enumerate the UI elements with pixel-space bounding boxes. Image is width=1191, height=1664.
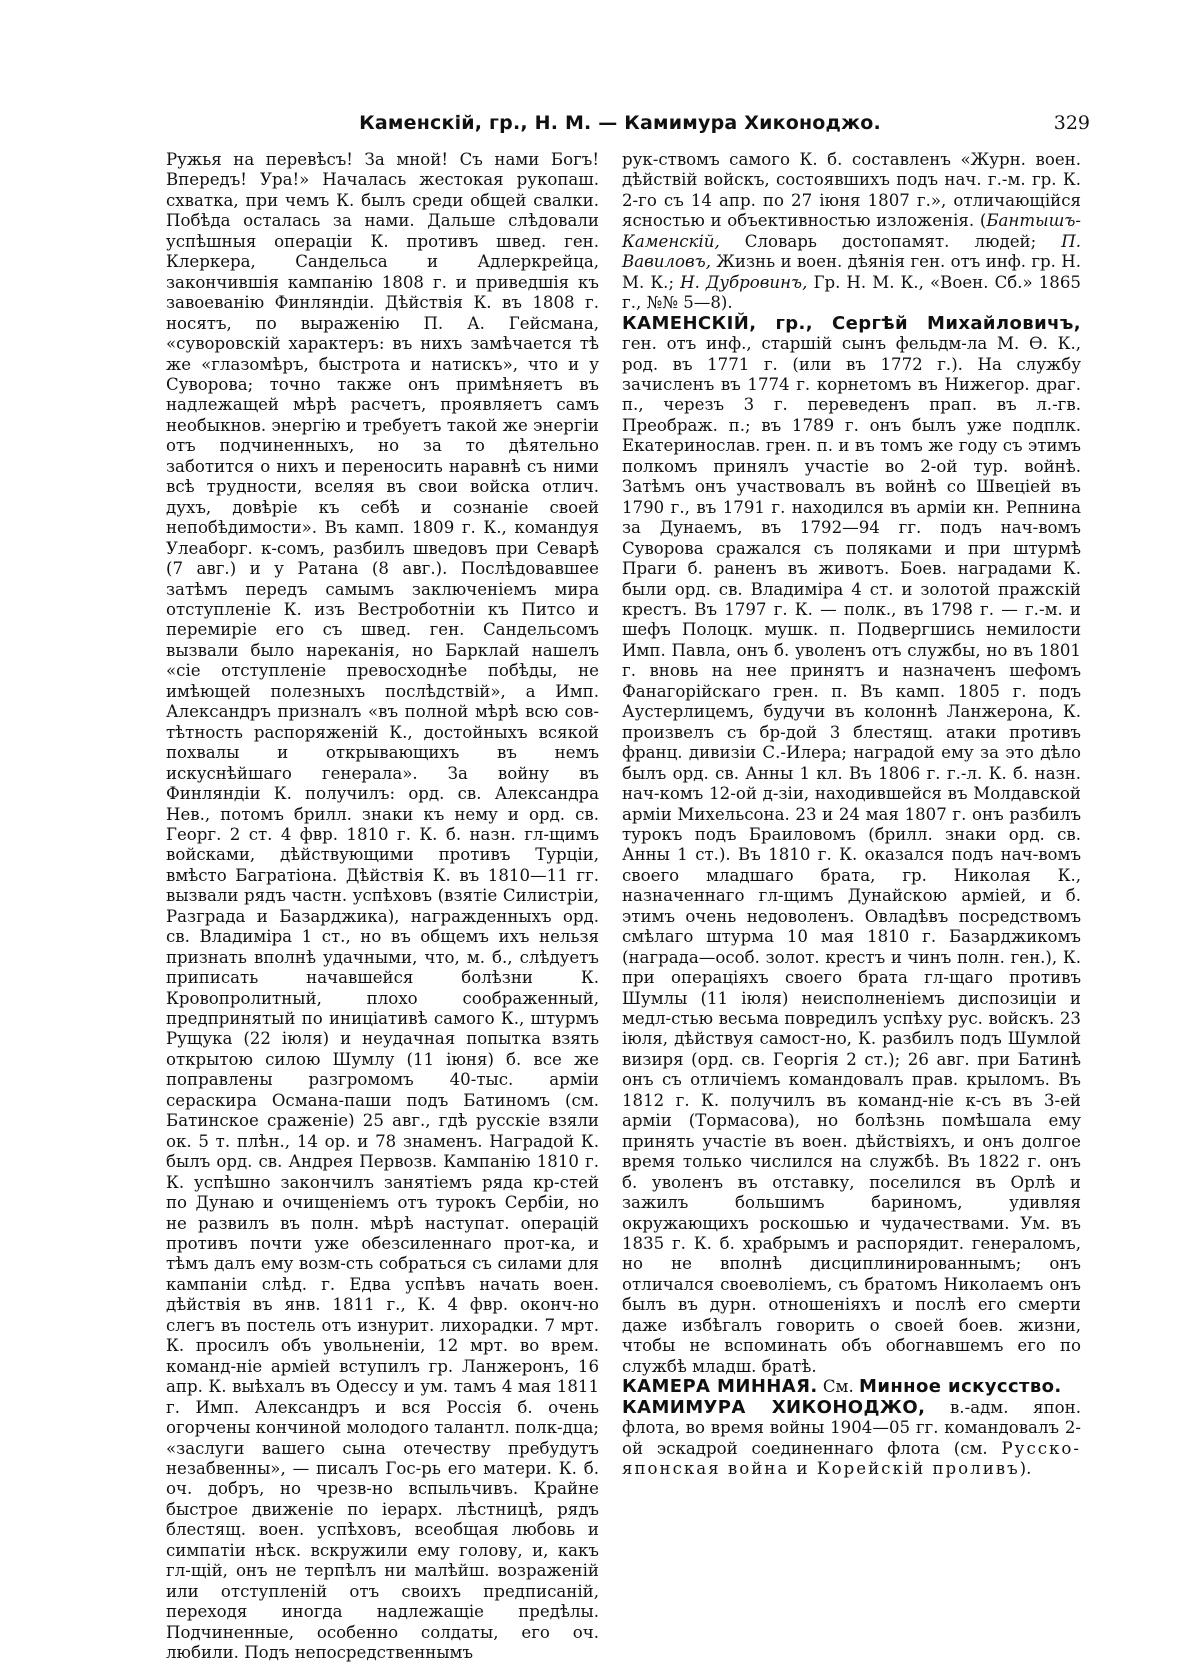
- left-column: [166, 150, 599, 1664]
- article-text-conclusion: [622, 150, 1081, 314]
- ref-text-2: Жизнь и воен. дѣянія ген. отъ инф. гр. Н. М. К.;: [622, 252, 1081, 292]
- entry-headword: КАМЕНСКІЙ, гр., Сергѣй Михайловичъ,: [622, 312, 1081, 334]
- entry-kamera: [622, 1377, 1081, 1397]
- ref-text-3: Гр. Н. М. К., «Воен. Сб.» 1865 г., №№ 5—8).: [622, 272, 1081, 313]
- cross-reference: Русско-японская война и Корейскій проливъ: [622, 1438, 1081, 1478]
- running-head: Каменскій, гр., Н. М. — Камимура Хиконоджо.: [359, 112, 881, 134]
- entry-sergei: [622, 314, 1081, 1378]
- ref-author-3: Н. Дубровинъ,: [680, 272, 808, 292]
- see-label: См.: [817, 1377, 860, 1397]
- refs-open: (: [979, 211, 987, 231]
- entry-headword: КАМИМУРА ХИКОНОДЖО,: [622, 1396, 926, 1418]
- continuation-text: рук-ствомъ самого К. б. составленъ «Журн. воен. дѣйствій войскъ, состоявшихъ подъ нач. г.-м. гр. К. 2-го съ 14 апр. по 27 іюня 1807 г.», отличающійся ясностью и объективностью изложенія.: [622, 150, 1081, 231]
- entry-body: ген. отъ инф., старшій сынъ фельдм-ла М. Ѳ. К., род. въ 1771 г. (или въ 1772 г.). На службу зачисленъ въ 1774 г. корнетомъ въ Нижегор. драг. п., черезъ 3 г. переведенъ прап. въ л.-гв. Преображ. п.; въ 1789 г. онъ былъ уже подплк. Екатеринослав. грен. п. и въ томъ же году съ этимъ полкомъ принялъ участіе во 2-ой тур. войнѣ. Затѣмъ онъ участвовалъ въ войнѣ со Швеціей въ 1790 г., въ 1791 г. находился въ арміи кн. Репнина за Дунаемъ, въ 1792—94 гг. подъ нач-вомъ Суворова сражался съ поляками и при штурмѣ Праги б. раненъ въ животъ. Боев. наградами К. были орд. св. Владиміра 4 ст. и золотой пражскій крестъ. Въ 1797 г. К. — полк., въ 1798 г. — г.-м. и шефъ Полоцк. мушк. п. Подвергшись немилости Имп. Павла, онъ б. уволенъ отъ службы, но въ 1801 г. вновь на нее принятъ и назначенъ шефомъ Фанагорійскаго грен. п. Въ камп. 1805 г. подъ Аустерлицемъ, будучи въ колоннѣ Ланжерона, К. произвелъ съ бр-дой 3 блестящ. атаки противъ франц. дивизіи С.-Илера; наградой ему за это дѣло былъ орд. св. Анны 1 кл. Въ 1806 г. г.-л. К. б. назн. нач-комъ 12-ой д-зіи, находившейся въ Молдавской арміи Михельсона. 23 и 24 мая 1807 г. онъ разбилъ турокъ подъ Браиловомъ (брилл. знаки орд. св. Анны 1 ст.). Въ 1810 г. К. оказался подъ нач-вомъ своего младшаго брата, гр. Николая К., назначеннаго гл-щимъ Дунайскою арміей, и б. этимъ очень недоволенъ. Овладѣвъ посредствомъ смѣлаго штурма 10 мая 1810 г. Базарджикомъ (награда—особ. золот. крестъ и чинъ полн. ген.), К. при операціяхъ своего брата гл-щаго противъ Шумлы (11 іюля) неисполненіемъ диспозиціи и медл-стью весьма повредилъ успѣху рус. войскъ. 23 іюля, дѣйствуя самост-но, К. разбилъ подъ Шумлой визиря (орд. св. Георгія 2 ст.); 26 авг. при Батинѣ онъ съ отличіемъ командовалъ прав. крыломъ. Въ 1812 г. К. получилъ въ команд-ніе к-съ въ 3-ей арміи (Тормасова), но болѣзнь помѣшала ему принять участіе въ воен. дѣйствіяхъ, и онъ долгое время только числился на службѣ. Въ 1822 г. онъ б. уволенъ въ отставку, поселился въ Орлѣ и зажилъ большимъ бариномъ, удивляя окружающихъ роскошью и чудачествами. Ум. въ 1835 г. К. б. храбрымъ и распорядит. генераломъ, но не вполнѣ дисциплинированнымъ; онъ отличался своеволіемъ, съ братомъ Николаемъ онъ былъ въ дурн. отношеніяхъ и послѣ его смерти даже избѣгалъ говорить о своей боев. жизни, чтобы не вспоминать объ обогнавшемъ его по службѣ младш. братѣ.: [622, 334, 1081, 1376]
- ref-author-1: Бантышъ-Каменскій,: [622, 211, 1081, 251]
- cross-reference: Минное искусство.: [859, 1376, 1062, 1398]
- ref-author-2: П. Вавиловъ,: [622, 231, 1081, 272]
- article-text-continued: Ружья на перевѣсъ! За мной! Съ нами Богъ! Впередъ! Ура!» Началась жестокая рукопаш. схватка, при чемъ К. былъ среди общей свалки. Побѣда осталась за нами. Дальше слѣдовали успѣшныя операціи К. противъ швед. ген. Клеркера, Сандельса и Адлеркрейца, закончившія кампанію 1808 г. и приведшія къ завоеванію Финляндіи. Дѣйствія К. въ 1808 г. носятъ, по выраженію П. А. Гейсмана, «суворовскій характеръ: въ нихъ замѣчается тѣ же «глазомѣръ, быстрота и натискъ», что и у Суворова; точно также онъ примѣняетъ въ надлежащей мѣрѣ расчетъ, проявляетъ самъ необыкнов. энергію и требуетъ такой же энергіи отъ подчиненныхъ, но за то дѣятельно заботится о нихъ и переносить наравнѣ съ ними всѣ трудности, вселяя въ свои войска отлич. духъ, довѣріе къ себѣ и сознаніе своей непобѣдимости». Въ камп. 1809 г. К., командуя Улеаборг. к-сомъ, разбилъ шведовъ при Севарѣ (7 авг.) и у Ратана (8 авг.). Послѣдовавшее затѣмъ передъ самымъ заключеніемъ мира отступленіе К. изъ Вестроботніи къ Питсо и перемиріе его съ швед. ген. Сандельсомъ вызвали было нареканія, но Барклай нашелъ «сіе отступленіе превосходнѣе побѣды, не имѣющей полезныхъ послѣдствій», а Имп. Александръ призналъ «въ полной мѣрѣ всю сов-тѣтность распоряженій К., достойныхъ всякой похвалы и открывающихъ въ немъ искуснѣйшаго генерала». За войну въ Финляндіи К. получилъ: орд. св. Александра Нев., потомъ брилл. знаки къ нему и орд. св. Георг. 2 ст. 4 фвр. 1810 г. К. б. назн. гл-щимъ войсками, дѣйствующими противъ Турціи, вмѣсто Багратіона. Дѣйствія К. въ 1810—11 гг. вызвали рядъ частн. успѣховъ (взятіе Силистріи, Разграда и Базарджика), награжденныхъ орд. св. Владиміра 1 ст., но въ общемъ ихъ нельзя признать вполнѣ удачными, что, м. б., слѣдуетъ приписать начавшейся болѣзни К. Кровопролитный, плохо соображенный, предпринятый по иниціативѣ самого К., штурмъ Рущука (22 іюля) и неудачная попытка взять открытою силою Шумлу (11 іюня) б. все же поправлены разгромомъ 40-тыс. арміи сераскира Османа-паши подъ Батиномъ (см. Батинское сраженіе) 25 авг., гдѣ русскіе взяли ок. 5 т. плѣн., 14 ор. и 78 знаменъ. Наградой К. былъ орд. св. Андрея Первозв. Кампанію 1810 г. К. успѣшно закончилъ занятіемъ ряда кр-стей по Дунаю и очищеніемъ отъ турокъ Сербіи, но не развилъ въ полн. мѣрѣ наступат. операцій противъ почти уже обезсиленнаго прот-ка, и тѣмъ далъ ему возм-сть собраться съ силами для кампаніи слѣд. г. Едва успѣвъ начать воен. дѣйствія въ янв. 1811 г., К. 4 фвр. оконч-но слегъ въ постель отъ изнурит. лихорадки. 7 мрт. К. просилъ объ увольненіи, 12 мрт. во врем. команд-ніе арміей вступилъ гр. Ланжеронъ, 16 апр. К. выѣхалъ въ Одессу и ум. тамъ 4 мая 1811 г. Имп. Александръ и вся Россія б. очень огорчены кончиной молодого талантл. полк-дца; «заслуги вашего сына отечеству пребудутъ незабвенны», — писалъ Гос-рь его матери. К. б. оч. добръ, но чрезв-но вспыльчивъ. Крайне быстрое движеніе по іерарх. лѣстницѣ, рядъ блестящ. воен. успѣховъ, всеобщая любовь и симпатіи нѣск. вскружили ему голову, и, какъ гл-щій, онъ не терпѣлъ ни малѣйш. возраженій или отступленій отъ своихъ предписаній, переходя иногда надлежащіе предѣлы. Подчиненные, особенно солдаты, его оч. любили. Подъ непосредственнымъ: [166, 150, 599, 1663]
- entry-body: в.-адм. япон. флота, во время войны 1904—05 гг. командовалъ 2-ой эскадрой соединеннаго флота (см.: [622, 1397, 1081, 1458]
- entry-kamimura: [622, 1398, 1081, 1480]
- right-column: [622, 150, 1081, 1479]
- page-number: 329: [1053, 112, 1090, 134]
- page-header: [150, 112, 1090, 142]
- ref-text-1: Словарь достопамят. людей;: [719, 231, 1062, 251]
- entry-end: ).: [1019, 1459, 1032, 1478]
- entry-headword: КАМЕРА МИННАЯ.: [622, 1376, 818, 1398]
